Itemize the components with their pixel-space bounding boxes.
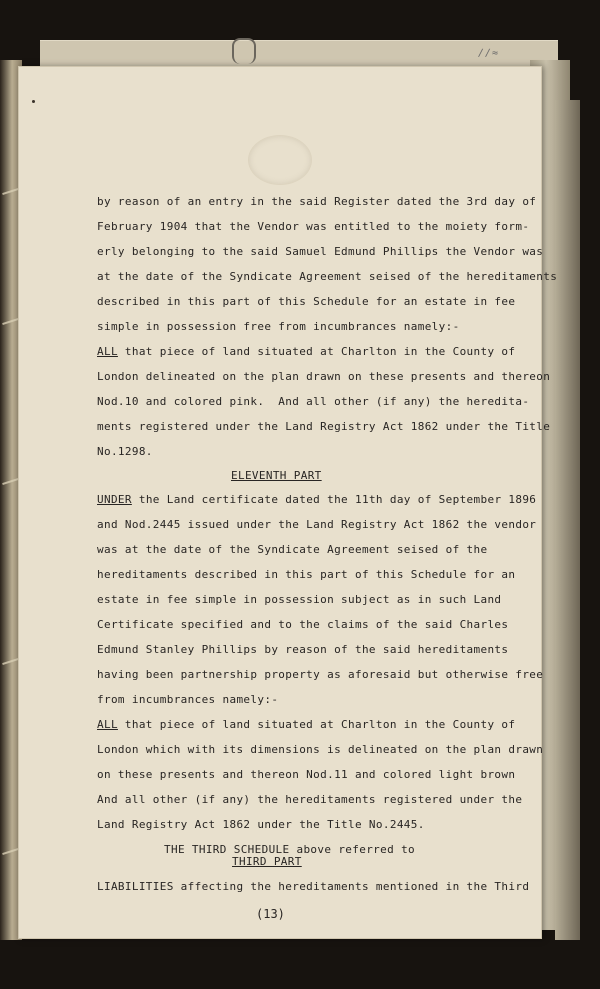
- section-heading: ELEVENTH PART: [231, 469, 322, 482]
- text-line: [97, 493, 536, 506]
- text-line: described in this part of this Schedule for an estate in fee: [97, 295, 516, 308]
- text-line: Nod.10 and colored pink. And all other (if any) the heredita-: [97, 395, 530, 408]
- text-line-rest: that piece of land situated at Charlton in the County of: [117, 345, 516, 358]
- text-line: hereditaments described in this part of this Schedule for an: [97, 568, 516, 581]
- text-line-rest: the Land certificate dated the 11th day of September 1896: [131, 493, 537, 506]
- text-line: from incumbrances namely:-: [97, 693, 279, 706]
- text-line: London delineated on the plan drawn on these presents and thereon: [97, 370, 551, 383]
- section-heading: THIRD PART: [232, 855, 302, 868]
- text-line: and Nod.2445 issued under the Land Registry Act 1862 the vendor: [97, 518, 537, 531]
- tab-handwriting-mark: ∕∕≈: [478, 48, 500, 59]
- page-mark: [32, 100, 35, 103]
- text-line: Land Registry Act 1862 under the Title No.2445.: [97, 818, 425, 831]
- text-line: at the date of the Syndicate Agreement seised of the hereditaments: [97, 270, 558, 283]
- text-line: And all other (if any) the hereditaments registered under the: [97, 793, 523, 806]
- text-line: was at the date of the Syndicate Agreement seised of the: [97, 543, 488, 556]
- embossed-seal: [248, 135, 312, 185]
- text-line: estate in fee simple in possession subject as in such Land: [97, 593, 502, 606]
- text-line: simple in possession free from incumbrances namely:-: [97, 320, 460, 333]
- text-line: February 1904 that the Vendor was entitled to the moiety form-: [97, 220, 530, 233]
- text-line: on these presents and thereon Nod.11 and colored light brown: [97, 768, 516, 781]
- page-number: (13): [256, 907, 285, 921]
- lead-word: ALL: [97, 718, 118, 731]
- back-sheet-edge-far: [555, 100, 580, 940]
- lead-word: ALL: [97, 345, 118, 358]
- text-line: No.1298.: [97, 445, 153, 458]
- text-line: [97, 345, 515, 358]
- lead-word: UNDER: [97, 493, 132, 506]
- schedule-heading: THE THIRD SCHEDULE above referred to: [164, 843, 416, 856]
- text-line: London which with its dimensions is delineated on the plan drawn: [97, 743, 544, 756]
- text-line: [97, 718, 515, 731]
- text-line: Edmund Stanley Phillips by reason of the said hereditaments: [97, 643, 509, 656]
- text-line: erly belonging to the said Samuel Edmund Phillips the Vendor was: [97, 245, 544, 258]
- text-line: LIABILITIES affecting the hereditaments mentioned in the Third: [97, 880, 530, 893]
- text-line: ments registered under the Land Registry Act 1862 under the Title: [97, 420, 551, 433]
- text-line: by reason of an entry in the said Register dated the 3rd day of: [97, 195, 537, 208]
- text-line: Certificate specified and to the claims of the said Charles: [97, 618, 509, 631]
- text-line: having been partnership property as aforesaid but otherwise free: [97, 668, 544, 681]
- text-line-rest: that piece of land situated at Charlton in the County of: [117, 718, 516, 731]
- paper-clip-icon: [232, 38, 256, 64]
